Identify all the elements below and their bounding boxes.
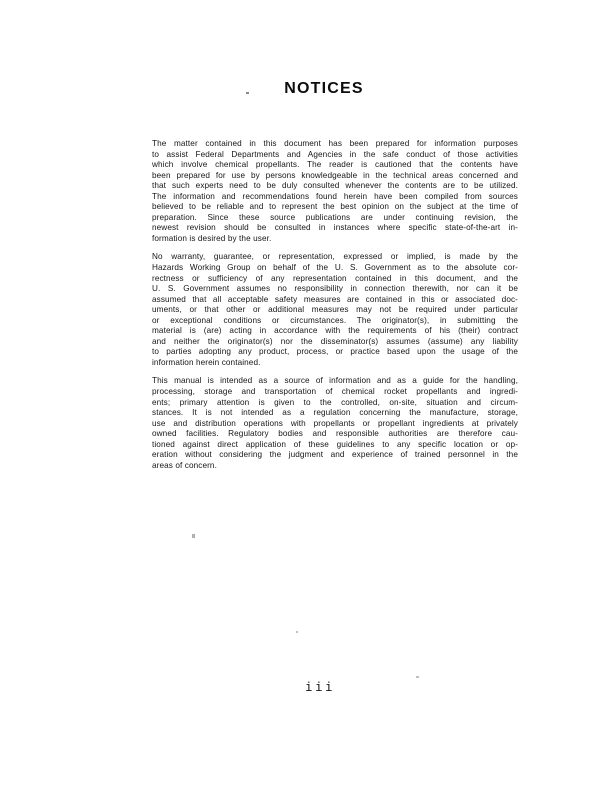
text-line: which involve chemical propellants. The reader is cautioned that the contents have (152, 160, 518, 170)
text-line: information herein contained. (152, 357, 261, 367)
text-line: to parties adopting any product, process, or practice based upon the usage of the (152, 347, 518, 357)
text-line: believed to be reliable and to represent the best opinion on the subject at the time of (152, 202, 518, 212)
text-line: newest revision should be consulted in instances where specific state-of-the-art in- (152, 223, 518, 233)
text-line: U. S. Government assumes no responsibility in connection therewith, nor can it be (152, 284, 518, 294)
text-line: use and distribution operations with propellants or propellant ingredients at privately (152, 418, 518, 428)
text-line: The information and recommendations found herein have been compiled from sources (152, 191, 518, 201)
scan-speck (246, 92, 249, 94)
text-line: been prepared for use by persons knowledgeable in the technical areas concerned and (152, 170, 518, 180)
text-line: and neither the originator(s) nor the disseminator(s) assumes (assume) any liability (152, 336, 518, 346)
text-line: preparation. Since these source publications are under continuing revision, the (152, 212, 518, 222)
text-line: that such experts need to be duly consulted whenever the contents are to be utilized. (152, 181, 518, 191)
text-line: ents; primary attention is given to the controlled, on-site, situation and circum- (152, 397, 518, 407)
text-line: This manual is intended as a source of information and as a guide for the handling, (152, 376, 518, 386)
scan-speck (192, 534, 195, 538)
text-line: to assist Federal Departments and Agencies in the safe conduct of those activities (152, 149, 518, 159)
page-number: iii (305, 679, 336, 694)
text-line: rectness or sufficiency of any representation contained in this document, and the (152, 273, 518, 283)
scan-speck (296, 631, 298, 633)
text-line: The matter contained in this document has been prepared for information purposes (152, 139, 518, 148)
paragraph-disclaimer-sources (152, 139, 518, 244)
text-line: formation is desired by the user. (152, 233, 272, 243)
text-line: areas of concern. (152, 460, 217, 470)
paragraph-manual-purpose (152, 376, 518, 471)
text-line: material is (are) acting in accordance with the requirements of his (their) contract (152, 326, 518, 336)
page-title: NOTICES (284, 80, 364, 97)
text-line: No warranty, guarantee, or representation, expressed or implied, is made by the (152, 252, 518, 262)
scan-speck (416, 676, 419, 678)
paragraph-no-warranty (152, 252, 518, 368)
text-line: eration without considering the judgment and experience of trained personnel in the (152, 450, 518, 460)
text-line: processing, storage and transportation of chemical rocket propellants and ingredi- (152, 387, 518, 397)
text-line: assumed that all acceptable safety measures are contained in this or associated doc- (152, 294, 518, 304)
text-line: tioned against direct application of these guidelines to any specific location or op- (152, 439, 518, 449)
body-text (152, 139, 518, 479)
text-line: Hazards Working Group on behalf of the U. S. Government as to the absolute cor- (152, 263, 518, 273)
text-line: stances. It is not intended as a regulation concerning the manufacture, storage, (152, 408, 518, 418)
text-line: owned facilities. Regulatory bodies and responsible authorities are therefore cau- (152, 429, 518, 439)
text-line: uments, or that other or additional measures may not be required under particular (152, 305, 518, 315)
text-line: or exceptional conditions or circumstances. The originator(s), in submitting the (152, 315, 518, 325)
